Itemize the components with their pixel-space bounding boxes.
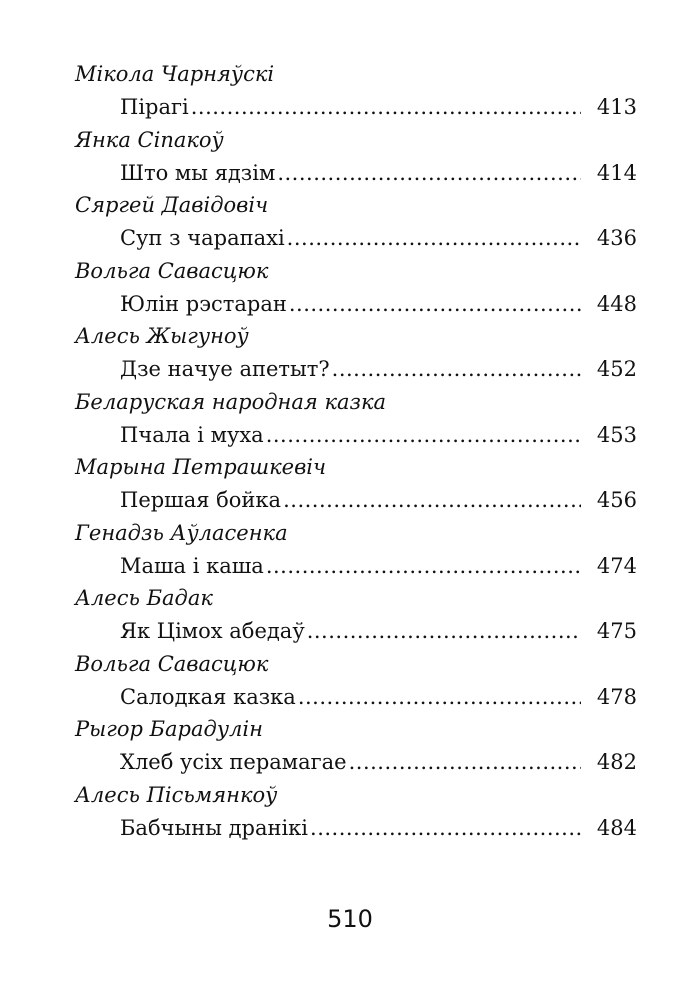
toc-author: Марына Петрашкевіч [75,455,327,479]
toc-author: Алесь Пісьмянкоў [75,782,278,807]
toc-title-row[interactable] [75,746,637,778]
toc-title-row[interactable] [75,91,637,123]
dot-leader [289,288,581,320]
toc-author: Вольга Савасцюк [75,651,269,676]
toc-author: Генадзь Аўласенка [75,520,288,545]
toc-title: Салодкая казка [120,684,296,709]
toc-author: Вольга Савасцюк [75,258,269,283]
dot-leader [287,222,581,254]
toc-entry [75,779,637,845]
toc-title: Юлін рэстаран [120,291,287,316]
toc-title: Пірагі [120,95,189,119]
dot-leader [332,353,581,385]
dot-leader [266,419,581,451]
toc-author: Янка Сіпакоў [75,127,224,152]
toc-title: Хлеб усіх перамагае [120,750,347,774]
dot-leader [277,157,581,189]
dot-leader [349,746,581,778]
toc-page-number: 453 [596,422,637,447]
toc-author: Мікола Чарняўскі [75,62,275,86]
toc-page-number: 478 [596,684,637,709]
toc-entry [75,320,637,386]
toc-title-row[interactable] [75,353,637,385]
toc-title: Суп з чарапахі [120,226,285,250]
toc-entry [75,386,637,452]
toc-title: Як Цімох абедаў [120,619,305,643]
toc-title-row[interactable] [75,681,637,713]
toc-page-number: 456 [596,488,637,512]
toc-page-number: 448 [596,291,637,316]
toc-title: Пчала і муха [120,422,264,447]
dot-leader [283,484,581,516]
toc-page-number: 484 [596,815,637,840]
toc-title-row[interactable] [75,419,637,451]
toc-author: Рыгор Барадулін [75,717,263,741]
toc-page-number: 474 [596,553,637,578]
table-of-contents [75,58,637,844]
toc-page-number: 482 [596,750,637,774]
toc-page-number: 452 [596,357,637,381]
toc-title: Што мы ядзім [120,160,276,185]
toc-title-row[interactable] [75,615,637,647]
toc-title-row[interactable] [75,288,637,320]
toc-title-row[interactable] [75,550,637,582]
toc-title: Дзе начуе апетыт? [120,357,330,381]
toc-title: Першая бойка [120,488,282,512]
toc-entry [75,517,637,583]
toc-author: Алесь Жыгуноў [75,324,249,348]
toc-title: Маша і каша [120,553,264,578]
toc-entry [75,582,637,648]
toc-title-row[interactable] [75,157,637,189]
toc-title: Бабчыны дранікі [120,815,309,840]
toc-page-number: 414 [596,160,637,185]
dot-leader [191,91,581,123]
toc-page-number: 436 [596,226,637,250]
toc-entry [75,58,637,124]
toc-author: Сяргей Давідовіч [75,193,269,217]
toc-title-row[interactable] [75,812,637,844]
toc-title-row[interactable] [75,484,637,516]
toc-page-number: 413 [596,95,637,119]
toc-entry [75,189,637,255]
toc-entry [75,124,637,190]
dot-leader [307,615,581,647]
toc-author: Алесь Бадак [75,586,213,610]
dot-leader [266,550,581,582]
toc-entry [75,451,637,517]
page-number: 510 [327,905,373,933]
toc-entry [75,648,637,714]
toc-title-row[interactable] [75,222,637,254]
toc-entry [75,713,637,779]
dot-leader [310,812,581,844]
toc-page-number: 475 [596,619,637,643]
toc-author: Беларуская народная казка [75,389,387,414]
toc-entry [75,255,637,321]
dot-leader [298,681,581,713]
